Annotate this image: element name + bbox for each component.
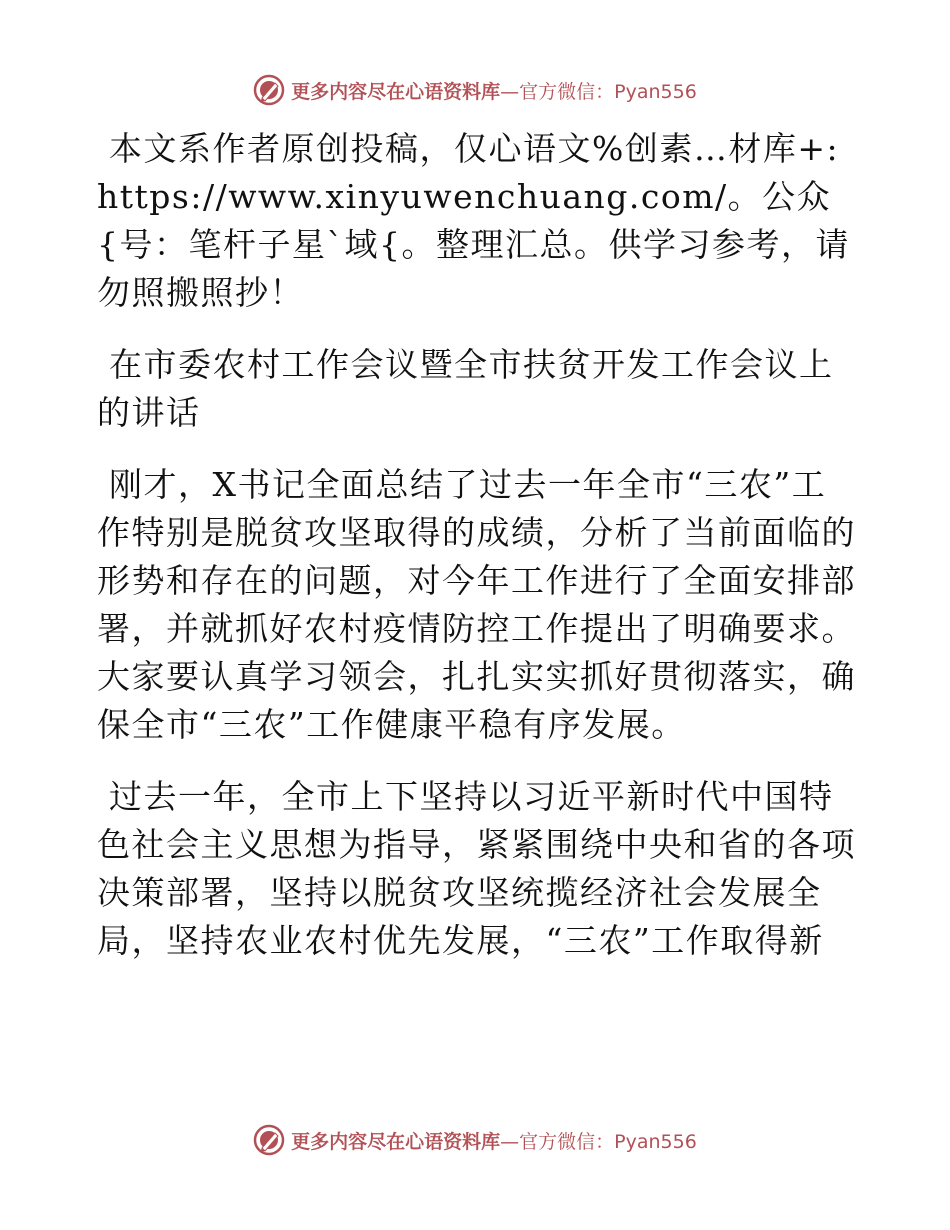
banner-wechat-text: —官方微信：Pyan556 bbox=[500, 1130, 697, 1153]
document-body bbox=[97, 125, 857, 989]
banner-brand-text: 更多内容尽在心语资料库 bbox=[291, 80, 501, 103]
header-watermark-banner bbox=[0, 70, 950, 110]
copyright-notice: 本文系作者原创投稿，仅心语文%创素…材库+: https://www.xinyuwenchuang.com/。公众{号：笔杆子星`域{。整理汇总。供学习参考，请勿照搬照抄！ bbox=[97, 129, 850, 312]
document-title: 在市委农村工作会议暨全市扶贫开发工作会议上的讲话 bbox=[97, 345, 834, 432]
banner-wechat-text: —官方微信：Pyan556 bbox=[500, 80, 697, 103]
body-paragraph-1: 刚才，X书记全面总结了过去一年全市“三农”工作特别是脱贫攻坚取得的成绩，分析了当前面临的形势和存在的问题，对今年工作进行了全面安排部署，并就抓好农村疫情防控工作提出了明确要求。大家要认真学习领会，扎扎实实抓好贯彻落实，确保全市“三农”工作健康平稳有序发展。 bbox=[97, 465, 856, 744]
banner-brand-text: 更多内容尽在心语资料库 bbox=[291, 1130, 501, 1153]
pen-logo-icon bbox=[253, 1124, 285, 1156]
pen-logo-icon bbox=[253, 74, 285, 106]
body-paragraph-2: 过去一年，全市上下坚持以习近平新时代中国特色社会主义思想为指导，紧紧围绕中央和省的各项决策部署，坚持以脱贫攻坚统揽经济社会发展全局，坚持农业农村优先发展，“三农”工作取得新 bbox=[97, 777, 856, 960]
footer-watermark-banner bbox=[0, 1120, 950, 1160]
